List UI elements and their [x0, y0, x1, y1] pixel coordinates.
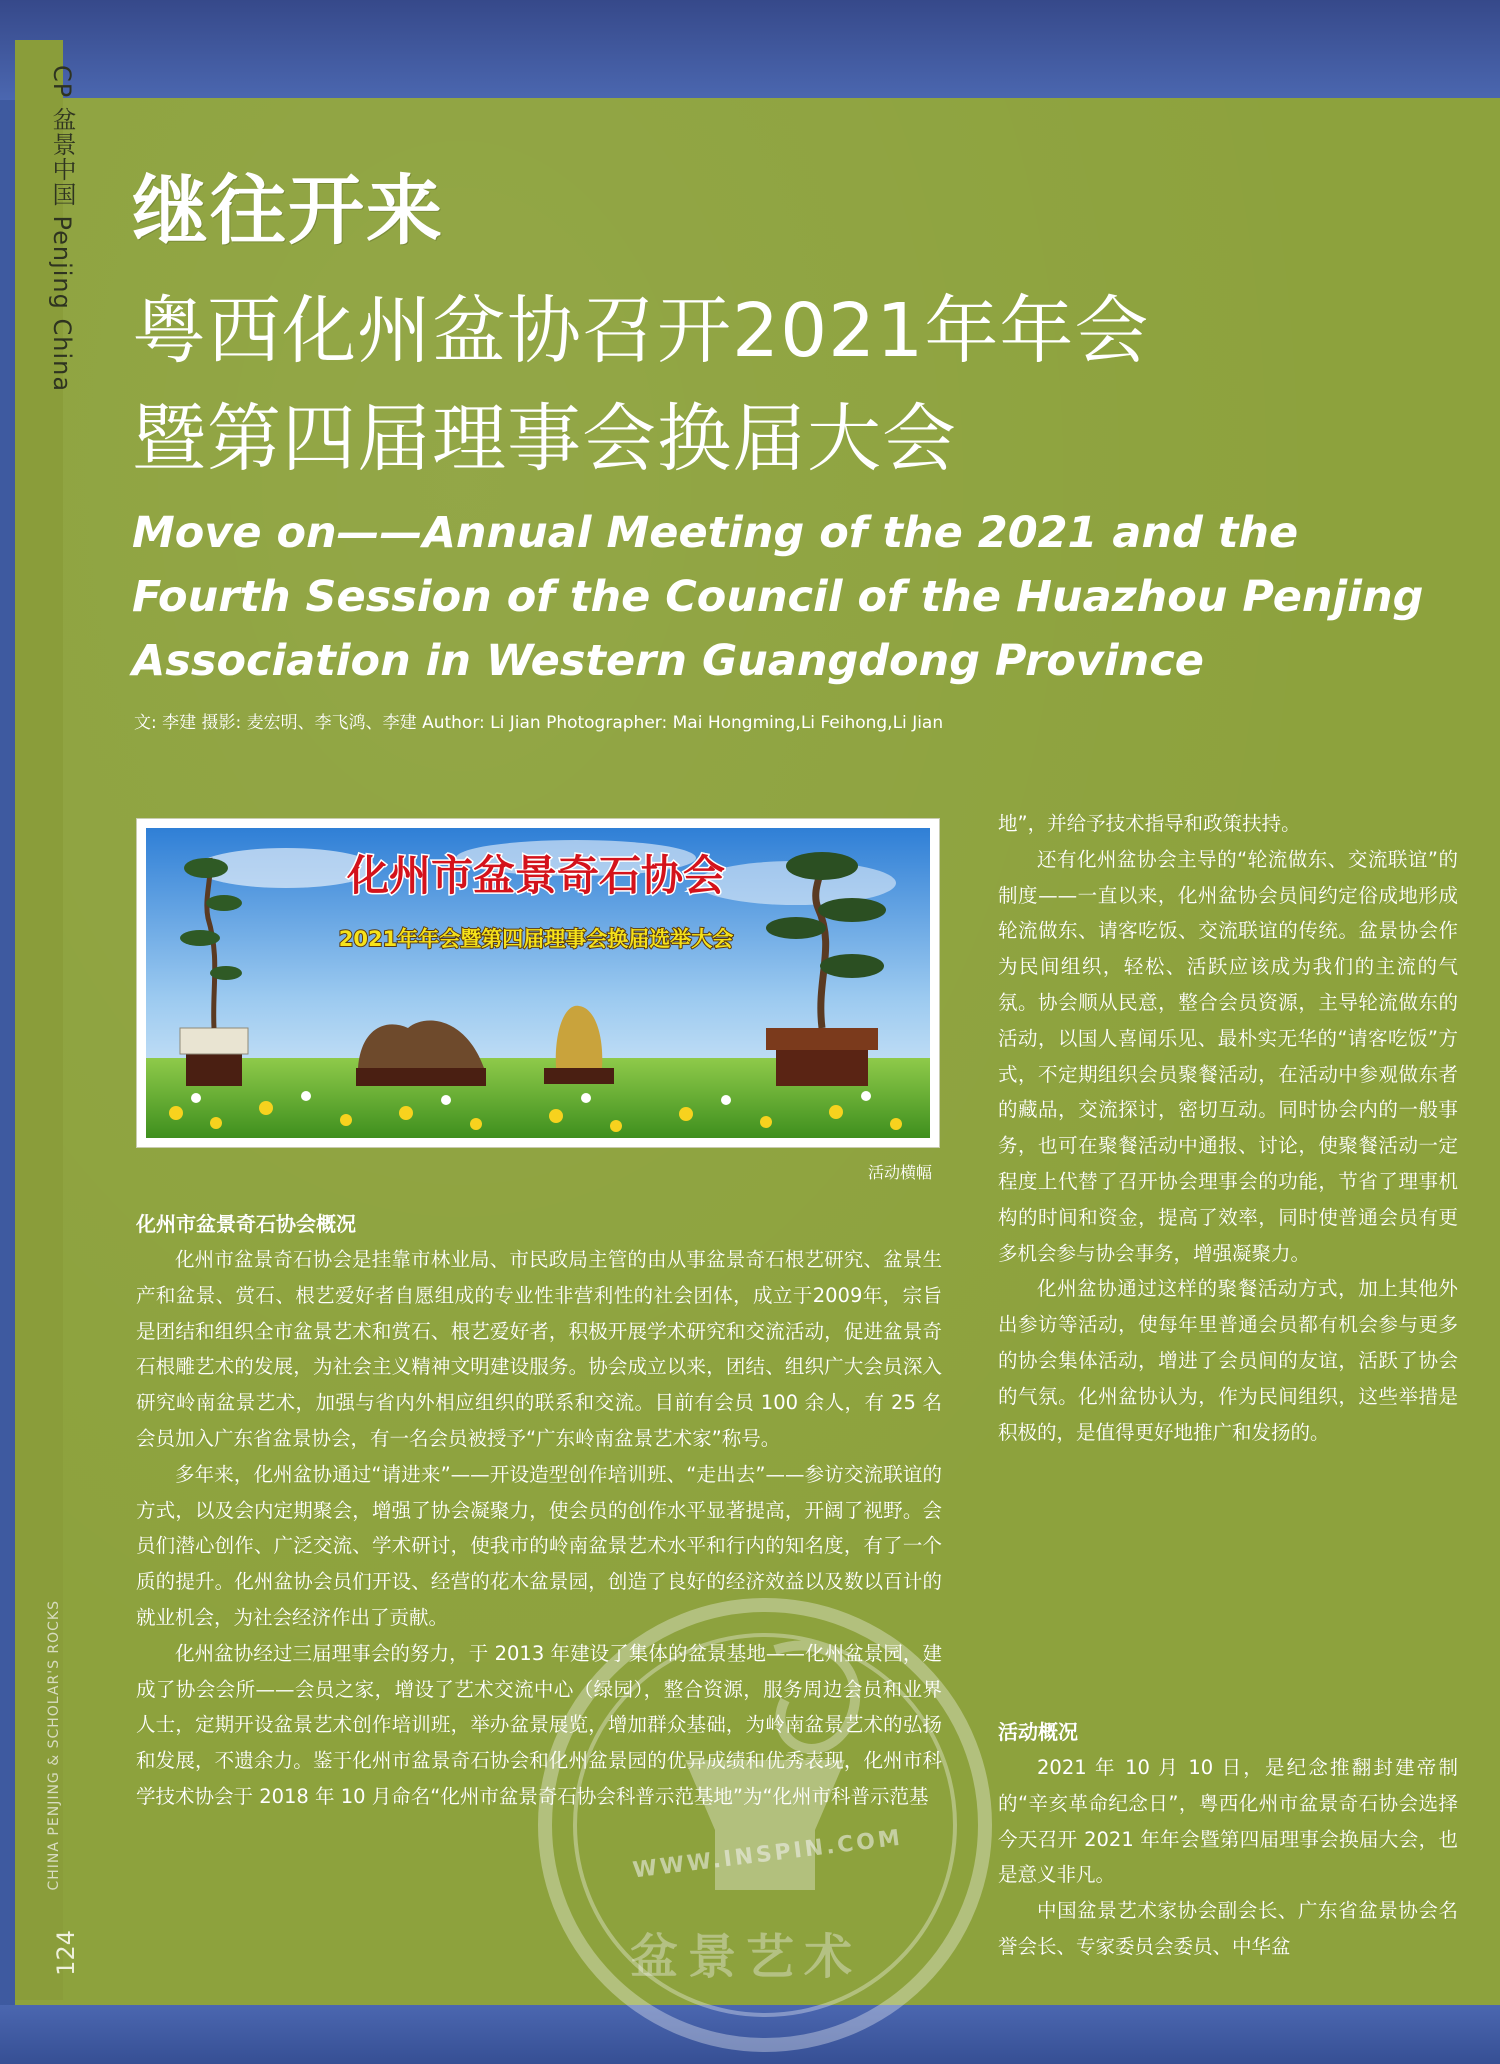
- overview-paragraph-3: 化州盆协经过三届理事会的努力，于 2013 年建设了集体的盆景基地——化州盆景园，建成了协会会所——会员之家，增设了艺术交流中心（绿园），整合资源，服务周边会员和业界人士，定期开设盆景艺术创作培训班，举办盆景展览，增加群众基础，为岭南盆景艺术的弘扬和发展，不遗余力。鉴于化州市盆景奇石协会和化州盆景园的优异成绩和优秀表现，化州市科学技术协会于 2018 年 10 月命名“化州市盆景奇石协会科普示范基地”为“化州市科普示范基: [136, 1641, 942, 1808]
- event-banner-photo: [136, 818, 940, 1148]
- banner-subheading: 2021年年会暨第四届理事会换届选举大会: [338, 927, 734, 951]
- activity-paragraph-1: 2021 年 10 月 10 日，是纪念推翻封建帝制的“辛亥革命纪念日”，粤西化州市盆景奇石协会选择今天召开 2021 年年会暨第四届理事会换届大会，也是意义非凡。: [998, 1756, 1458, 1887]
- bottom-frame-band: [0, 2005, 1500, 2064]
- right-paragraph-1: 地”，并给予技术指导和政策扶持。: [998, 812, 1301, 835]
- banner-scene-graphic: [146, 828, 930, 1138]
- watermark-url: WWW.INSPIN.COM: [631, 1825, 905, 1884]
- banner-artwork: [146, 828, 930, 1138]
- activity-paragraph-2: 中国盆景艺术家协会副会长、广东省盆景协会名誉会长、专家委员会委员、中华盆: [998, 1899, 1458, 1958]
- title-cn-line-1: 粤西化州盆协召开2021年年会: [132, 288, 1150, 374]
- section-title-overview: 化州市盆景奇石协会概况: [136, 1212, 356, 1236]
- author-credit: 文: 李建 摄影: 麦宏明、李飞鸿、李建 Author: Li Jian Photographer: Mai Hongming,Li Feihong,Li Jian: [134, 713, 944, 733]
- banner-caption: 活动横幅: [868, 1163, 933, 1182]
- title-cn-line-2: 暨第四届理事会换届大会: [132, 396, 957, 482]
- overview-paragraph-2: 多年来，化州盆协通过“请进来”——开设造型创作培训班、“走出去”——参访交流联谊的方式，以及会内定期聚会，增强了协会凝聚力，使会员的创作水平显著提高，开阔了视野。会员们潜心创作、广泛交流、学术研讨，使我市的岭南盆景艺术水平和行内的知名度，有了一个质的提升。化州盆协会员们开设、经营的花木盆景园，创造了良好的经济效益以及数以百计的就业机会，为社会经济作出了贡献。: [136, 1462, 942, 1629]
- activity-column-text: [998, 1750, 1458, 1965]
- banner-heading: 化州市盆景奇石协会: [346, 851, 726, 900]
- section-title-activity: 活动概况: [998, 1720, 1078, 1744]
- running-header: CP 盆景中国 Penjing China: [48, 65, 76, 393]
- right-column-text: [998, 806, 1458, 1450]
- title-main: 继往开来: [132, 166, 444, 255]
- left-column-text: [136, 1242, 942, 1815]
- title-en-line-1: Move on——Annual Meeting of the 2021 and the: [132, 508, 1299, 558]
- title-en-line-2: Fourth Session of the Council of the Huazhou Penjing: [132, 572, 1424, 622]
- page-number: 124: [52, 1930, 80, 1976]
- right-paragraph-3: 化州盆协通过这样的聚餐活动方式，加上其他外出参访等活动，使每年里普通会员都有机会参与更多的协会集体活动，增进了会员间的友谊，活跃了协会的气氛。化州盆协认为，作为民间组织，这些举措是积极的，是值得更好地推广和发扬的。: [998, 1277, 1458, 1444]
- title-en-line-3: Association in Western Guangdong Province: [132, 636, 1204, 686]
- running-footer: CHINA PENJING & SCHOLAR'S ROCKS: [46, 1600, 62, 1891]
- overview-paragraph-1: 化州市盆景奇石协会是挂靠市林业局、市民政局主管的由从事盆景奇石根艺研究、盆景生产和盆景、赏石、根艺爱好者自愿组成的专业性非营利性的社会团体，成立于2009年，宗旨是团结和组织全市盆景艺术和赏石、根艺爱好者，积极开展学术研究和交流活动，促进盆景奇石根雕艺术的发展，为社会主义精神文明建设服务。协会成立以来，团结、组织广大会员深入研究岭南盆景艺术，加强与省内外相应组织的联系和交流。目前有会员 100 余人，有 25 名会员加入广东省盆景协会，有一名会员被授予“广东岭南盆景艺术家”称号。: [136, 1248, 942, 1450]
- watermark-brand: 盆景艺术: [630, 1929, 863, 1985]
- right-paragraph-2: 还有化州盆协会主导的“轮流做东、交流联谊”的制度——一直以来，化州盆协会员间约定俗成地形成轮流做东、请客吃饭、交流联谊的传统。盆景协会作为民间组织，轻松、活跃应该成为我们的主流的气氛。协会顺从民意，整合会员资源，主导轮流做东的活动，以国人喜闻乐见、最朴实无华的“请客吃饭”方式，不定期组织会员聚餐活动，在活动中参观做东者的藏品，交流探讨，密切互动。同时协会内的一般事务，也可在聚餐活动中通报、讨论，使聚餐活动一定程度上代替了召开协会理事会的功能，节省了理事机构的时间和资金，提高了效率，同时使普通会员有更多机会参与协会事务，增强凝聚力。: [998, 847, 1458, 1265]
- top-frame-band: [0, 0, 1500, 100]
